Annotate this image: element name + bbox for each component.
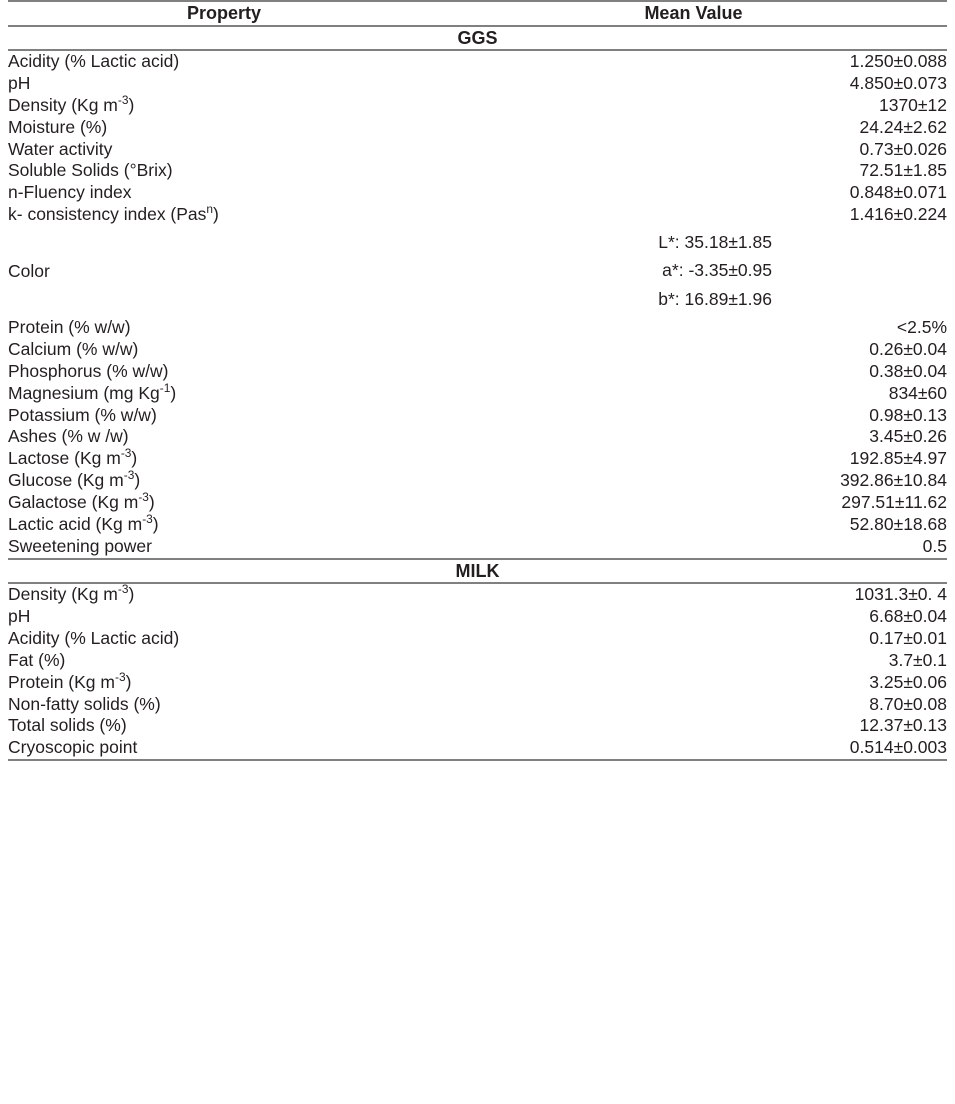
property-value: 1031.3±0. 4 [854, 584, 947, 605]
property-value: 24.24±2.62 [859, 116, 947, 137]
property-value: 6.68±0.04 [869, 606, 947, 627]
property-label: Sweetening power [8, 536, 440, 559]
property-value: 0.98±0.13 [869, 404, 947, 425]
table-row [8, 583, 947, 606]
table-row [8, 448, 947, 470]
property-value: 8.70±0.08 [869, 693, 947, 714]
property-value: 4.850±0.073 [849, 72, 947, 93]
table-row [8, 204, 947, 226]
property-label: Fat (%) [8, 649, 66, 670]
column-header-mean-value: Mean Value [440, 1, 947, 26]
property-label: Soluble Solids (°Brix) [8, 160, 173, 181]
property-label: Moisture (%) [8, 116, 108, 137]
section-title: MILK [8, 559, 947, 584]
property-value: 1.416±0.224 [849, 204, 947, 225]
property-label: Glucose (Kg $m^{-3}$) [8, 468, 141, 491]
table-row [8, 383, 947, 405]
table-row [8, 715, 947, 737]
property-value: 52.80±18.68 [849, 513, 947, 534]
property-label: Non-fatty solids (%) [8, 693, 161, 714]
property-value: 1.250±0.088 [849, 51, 947, 71]
property-value: 3.25±0.06 [869, 671, 947, 692]
property-value: 1370±12 [878, 94, 947, 115]
property-value: 0.26±0.04 [869, 338, 947, 359]
table-row [8, 492, 947, 514]
property-value: 3.45±0.26 [869, 426, 947, 447]
table-row [8, 160, 947, 182]
color-b-value: b*: 16.89±1.96 [658, 288, 772, 309]
property-value: 0.848±0.071 [849, 182, 947, 203]
table-row [8, 95, 947, 117]
table-row [8, 50, 947, 73]
table-row [8, 672, 947, 694]
property-value: 192.85±4.97 [849, 448, 947, 469]
column-header-property: Property [8, 1, 440, 26]
property-value: 392.86±10.84 [840, 470, 947, 491]
section-header-ggs [8, 26, 947, 51]
property-value: 834±60 [888, 382, 947, 403]
table-row [8, 650, 947, 672]
property-value: 0.5 [440, 536, 947, 559]
table-row [8, 73, 947, 95]
table-row [8, 694, 947, 716]
section-title: GGS [8, 26, 947, 51]
section-header-milk [8, 559, 947, 584]
table-header-row [8, 1, 947, 26]
table-row [8, 182, 947, 204]
color-l-value: L*: 35.18±1.85 [658, 232, 772, 252]
property-label: Galactose (Kg $m^{-3}$) [8, 490, 155, 513]
property-label: Protein (% w/w) [8, 317, 131, 338]
property-label: Phosphorus (% w/w) [8, 360, 169, 381]
table-row [8, 514, 947, 536]
property-value: 0.38±0.04 [869, 360, 947, 381]
property-label: Total solids (%) [8, 715, 127, 736]
property-label: Density (Kg $m^{-3}$) [8, 92, 135, 115]
table-row [8, 339, 947, 361]
table-row [8, 426, 947, 448]
property-label: k- consistency index (Pas$^n$) [8, 202, 219, 225]
property-label: Color [8, 260, 50, 281]
property-label: Cryoscopic point [8, 737, 440, 760]
table-row [8, 139, 947, 161]
property-value: 12.37±0.13 [859, 715, 947, 736]
property-label: Acidity (% Lactic acid) [8, 627, 180, 648]
property-label: Ashes (% w /w) [8, 426, 129, 447]
table-row [8, 606, 947, 628]
property-label: Water activity [8, 138, 113, 159]
property-label: Lactose (Kg $m^{-3}$) [8, 446, 138, 469]
property-label: Potassium (% w/w) [8, 404, 157, 425]
property-label: n-Fluency index [8, 182, 132, 203]
property-label: pH [8, 72, 31, 93]
property-value: <2.5% [896, 317, 947, 338]
table-row [8, 405, 947, 427]
table-row [8, 470, 947, 492]
table-row [8, 317, 947, 339]
property-label: Lactic acid (Kg $m^{-3}$) [8, 512, 159, 534]
property-label: Protein (Kg $m^{-3}$) [8, 669, 132, 692]
table-row-color [8, 226, 947, 317]
table-row [8, 361, 947, 383]
property-label: pH [8, 606, 31, 627]
property-label: Density (Kg $m^{-3}$) [8, 582, 135, 605]
property-label: Calcium (% w/w) [8, 338, 139, 359]
property-value: 3.7±0.1 [888, 649, 947, 670]
property-value: 0.73±0.026 [859, 138, 947, 159]
property-value-color [440, 226, 947, 317]
table-row [8, 628, 947, 650]
color-a-value: a*: -3.35±0.95 [662, 260, 772, 281]
property-value: 0.514±0.003 [440, 737, 947, 760]
property-value: 297.51±11.62 [841, 492, 947, 513]
property-label: Magnesium (mg $Kg^{-1}$) [8, 380, 177, 403]
table-row [8, 737, 947, 760]
properties-table [8, 0, 947, 761]
property-value: 72.51±1.85 [859, 160, 947, 181]
property-label: Acidity (% Lactic acid) [8, 51, 180, 71]
table-row [8, 536, 947, 559]
table-row [8, 117, 947, 139]
property-value: 0.17±0.01 [869, 627, 947, 648]
